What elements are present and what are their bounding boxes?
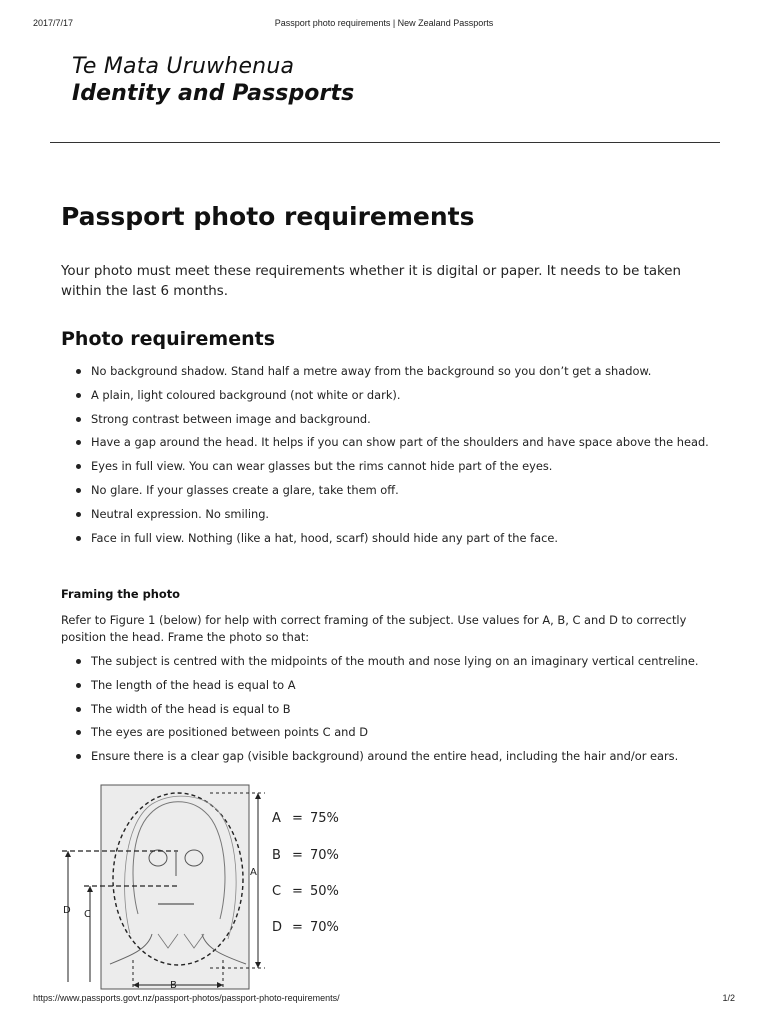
legend-value: 75%	[310, 811, 339, 826]
intro-paragraph: Your photo must meet these requirements whether it is digital or paper. It needs to be taken within the last 6 months.	[61, 264, 682, 299]
print-date: 2017/7/17	[33, 18, 74, 28]
framing-heading: Framing the photo	[61, 587, 180, 601]
list-item: Eyes in full view. You can wear glasses but the rims cannot hide part of the eyes.	[61, 458, 711, 475]
legend-value: 70%	[310, 920, 339, 935]
list-item: The length of the head is equal to A	[61, 677, 711, 694]
photo-requirements-heading: Photo requirements	[61, 328, 276, 350]
framing-list	[61, 653, 711, 772]
list-item: Strong contrast between image and background.	[61, 411, 711, 428]
arrow-a-top	[255, 793, 261, 799]
photo-requirements-list	[61, 363, 711, 553]
page-number: 1/2	[722, 993, 735, 1003]
legend-row-c	[272, 884, 339, 899]
label-d: D	[63, 905, 71, 916]
list-item: The subject is centred with the midpoints of the mouth and nose lying on an imaginary vertical centreline.	[61, 653, 711, 670]
print-title: Passport photo requirements | New Zealand Passports	[274, 18, 494, 28]
legend-value: 50%	[310, 884, 339, 899]
legend-eq: =	[292, 811, 303, 826]
list-item: A plain, light coloured background (not white or dark).	[61, 387, 711, 404]
list-item: Have a gap around the head. It helps if you can show part of the shoulders and have space above the head.	[61, 434, 711, 451]
label-a: A	[250, 867, 257, 878]
label-b: B	[170, 980, 177, 990]
print-footer	[0, 993, 768, 1007]
legend-key: C	[272, 884, 282, 899]
list-item: The width of the head is equal to B	[61, 701, 711, 718]
arrow-c-top	[87, 886, 93, 892]
brand-english-name: Identity and Passports	[72, 81, 355, 106]
legend-key: A	[272, 811, 281, 826]
page-title: Passport photo requirements	[61, 202, 475, 231]
framing-figure	[60, 784, 360, 990]
list-item: Face in full view. Nothing (like a hat, hood, scarf) should hide any part of the face.	[61, 530, 711, 547]
brand-logo[interactable]	[72, 54, 354, 108]
list-item: Ensure there is a clear gap (visible background) around the entire head, including the hair and/or ears.	[61, 748, 711, 765]
framing-intro: Refer to Figure 1 (below) for help with correct framing of the subject. Use values for A, B, C and D to correctly position the head. Frame the photo so that:	[61, 613, 687, 644]
arrow-a-bottom	[255, 962, 261, 968]
list-item: Neutral expression. No smiling.	[61, 506, 711, 523]
legend-row-b	[272, 848, 339, 863]
arrow-d-top	[65, 851, 71, 857]
label-c: C	[84, 909, 91, 920]
list-item: No background shadow. Stand half a metre away from the background so you don’t get a shadow.	[61, 363, 711, 380]
print-url[interactable]: https://www.passports.govt.nz/passport-photos/passport-photo-requirements/	[33, 993, 340, 1003]
list-item: The eyes are positioned between points C and D	[61, 724, 711, 741]
print-header	[0, 18, 768, 32]
legend-eq: =	[292, 920, 303, 935]
legend-key: B	[272, 848, 281, 863]
framing-diagram	[60, 784, 360, 990]
legend-eq: =	[292, 884, 303, 899]
brand-maori-name: Te Mata Uruwhenua	[72, 54, 295, 79]
legend-row-a	[272, 811, 339, 826]
header-divider	[50, 142, 720, 143]
list-item: No glare. If your glasses create a glare, take them off.	[61, 482, 711, 499]
legend-value: 70%	[310, 848, 339, 863]
legend-row-d	[272, 920, 339, 935]
legend-key: D	[272, 920, 283, 935]
legend-eq: =	[292, 848, 303, 863]
